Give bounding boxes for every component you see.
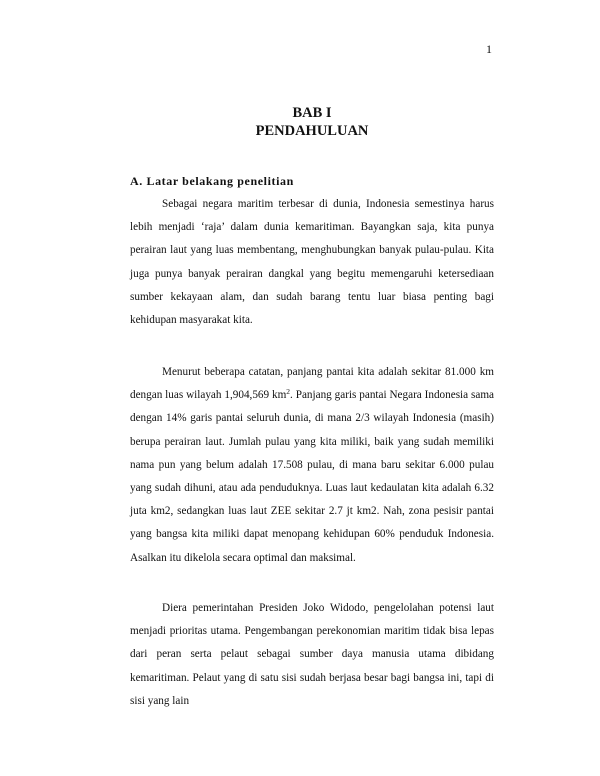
paragraph-text-part: Menurut beberapa catatan, panjang pantai kita adalah sekitar 81.000 km dengan luas wilayah 1,904,569 km <box>130 366 494 402</box>
paragraph-3 <box>130 597 494 713</box>
page-number: 1 <box>486 42 492 56</box>
paragraph-2 <box>130 361 494 570</box>
superscript: 2 <box>286 387 291 397</box>
chapter-title: PENDAHULUAN <box>255 123 369 139</box>
paragraph-text <box>130 361 494 570</box>
paragraph-text-part: . Panjang garis pantai Negara Indonesia sama dengan 14% garis pantai seluruh dunia, di mana 2/3 wilayah Indonesia (masih) berupa perairan laut. Jumlah pulau yang kita miliki, baik yang sudah memiliki nama pun yang belum adalah 17.508 pulau, di mana baru sekitar 6.000 pulau yang sudah dihuni, atau ada penduduknya. Luas laut kedaulatan kita adalah 6.32 juta km2, sedangkan luas laut ZEE sekitar 2.7 jt km2. Nah, zona pesisir pantai yang bangsa kita miliki dapat menopang kehidupan 60% penduduk Indonesia. Asalkan itu dikelola secara optimal dan maksimal. <box>130 389 494 564</box>
paragraph-text: Sebagai negara maritim terbesar di dunia, Indonesia semestinya harus lebih menjadi ‘raja’ dalam dunia kemaritiman. Bayangkan saja, kita punya perairan laut yang luas membentang, menghubungkan banyak pulau-pulau. Kita juga punya banyak perairan dangkal yang begitu memengaruhi ketersediaan sumber kekayaan alam, dan sudah barang tentu luar biasa penting bagi kehidupan masyarakat kita. <box>130 198 494 327</box>
paragraph-text: Diera pemerintahan Presiden Joko Widodo, pengelolahan potensi laut menjadi prioritas utama. Pengembangan perekonomian maritim tidak bisa lepas dari peran serta pelaut sebagai sumber daya manusia utama dibidang kemaritiman. Pelaut yang di satu sisi sudah berjasa besar bagi bangsa ini, tapi di sisi yang lain <box>130 602 494 707</box>
paragraph-1 <box>130 193 494 332</box>
section-heading: A. Latar belakang penelitian <box>130 174 294 188</box>
chapter-heading <box>0 104 600 140</box>
chapter-label: BAB I <box>292 105 332 121</box>
